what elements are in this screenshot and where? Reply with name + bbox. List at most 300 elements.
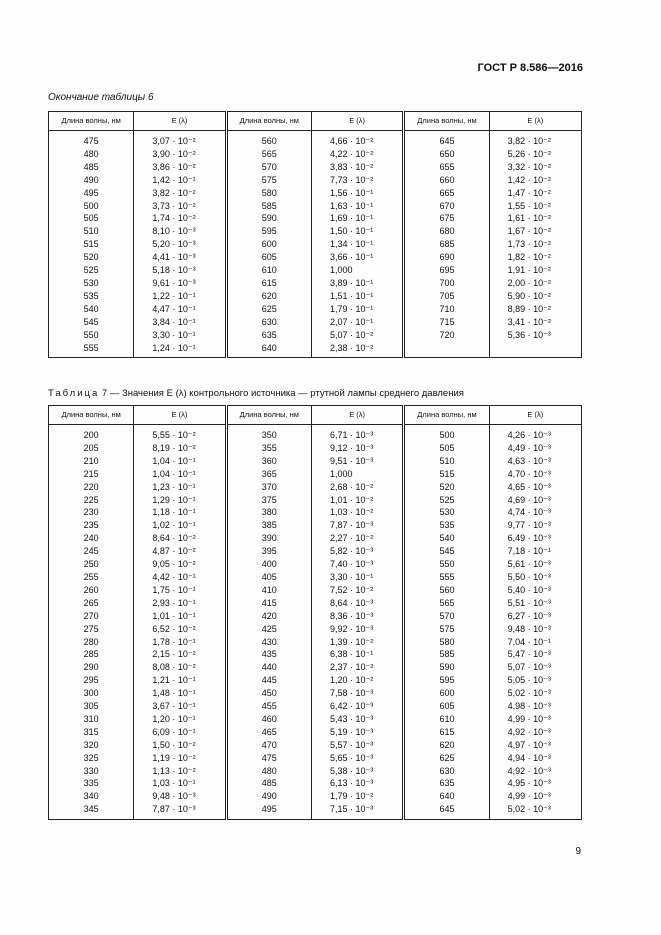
table-row xyxy=(49,131,582,148)
column-header-wavelength: Длина волны, нм xyxy=(49,406,134,425)
wavelength-cell: 540 xyxy=(49,303,134,316)
wavelength-cell: 585 xyxy=(226,200,311,213)
e-lambda-value: 4,99 · 10⁻³ xyxy=(507,791,551,802)
e-lambda-cell xyxy=(134,174,226,187)
e-lambda-value: 3,67 · 10⁻¹ xyxy=(152,701,196,712)
e-lambda-value: 6,42 · 10⁻³ xyxy=(329,701,374,712)
e-lambda-value: 4,95 · 10⁻³ xyxy=(507,778,551,789)
table-row xyxy=(49,425,582,442)
wavelength-cell: 380 xyxy=(226,506,311,519)
e-lambda-value: 1,22 · 10⁻¹ xyxy=(152,290,196,301)
wavelength-cell: 575 xyxy=(226,174,311,187)
wavelength-cell: 330 xyxy=(49,765,134,778)
e-lambda-cell xyxy=(489,674,581,687)
e-lambda-cell xyxy=(134,623,226,636)
e-lambda-value: 1,75 · 10⁻¹ xyxy=(152,584,196,595)
e-lambda-cell xyxy=(311,442,403,455)
e-lambda-cell xyxy=(134,636,226,649)
e-lambda-value: 1,61 · 10⁻² xyxy=(507,213,551,224)
e-lambda-value: 9,48 · 10⁻³ xyxy=(152,791,196,802)
wavelength-cell: 405 xyxy=(226,571,311,584)
e-lambda-cell xyxy=(134,571,226,584)
e-lambda-value: 3,90 · 10⁻² xyxy=(152,148,196,159)
e-lambda-cell xyxy=(489,532,581,545)
e-lambda-value: 2,68 · 10⁻² xyxy=(329,481,374,492)
table-row xyxy=(49,558,582,571)
wavelength-cell: 680 xyxy=(404,225,489,238)
e-lambda-cell xyxy=(489,494,581,507)
e-lambda-cell xyxy=(489,623,581,636)
e-lambda-value: 7,87 · 10⁻³ xyxy=(329,520,374,531)
table-row xyxy=(49,545,582,558)
wavelength-cell: 520 xyxy=(404,481,489,494)
e-lambda-value: 1,03 · 10⁻¹ xyxy=(152,778,196,789)
e-lambda-cell xyxy=(311,200,403,213)
e-lambda-cell xyxy=(134,187,226,200)
wavelength-cell: 555 xyxy=(404,571,489,584)
wavelength-cell: 260 xyxy=(49,584,134,597)
wavelength-cell: 335 xyxy=(49,777,134,790)
table-row xyxy=(49,316,582,329)
e-lambda-value: 1,21 · 10⁻¹ xyxy=(152,675,196,686)
e-lambda-value: 8,89 · 10⁻² xyxy=(507,303,551,314)
wavelength-cell: 275 xyxy=(49,623,134,636)
e-lambda-value: 1,42 · 10⁻² xyxy=(507,174,551,185)
wavelength-cell: 340 xyxy=(49,790,134,803)
table-row xyxy=(49,442,582,455)
wavelength-cell: 525 xyxy=(49,264,134,277)
table-row xyxy=(49,494,582,507)
table-row xyxy=(49,752,582,765)
e-lambda-value: 3,41 · 10⁻² xyxy=(507,316,551,327)
wavelength-cell: 355 xyxy=(226,442,311,455)
wavelength-cell: 530 xyxy=(49,277,134,290)
e-lambda-cell xyxy=(489,238,581,251)
e-lambda-value: 1,04 · 10⁻¹ xyxy=(152,455,196,466)
table-row xyxy=(49,636,582,649)
column-header-wavelength: Длина волны, нм xyxy=(404,112,489,131)
wavelength-cell: 300 xyxy=(49,687,134,700)
e-lambda-value: 3,86 · 10⁻² xyxy=(152,161,196,172)
e-lambda-cell xyxy=(311,264,403,277)
document-id: ГОСТ Р 8.586—2016 xyxy=(477,62,583,74)
wavelength-cell: 410 xyxy=(226,584,311,597)
e-lambda-value: 1,000 xyxy=(329,468,353,479)
wavelength-cell: 220 xyxy=(49,481,134,494)
table-row xyxy=(49,713,582,726)
e-lambda-cell xyxy=(489,316,581,329)
e-lambda-cell xyxy=(489,425,581,442)
e-lambda-cell xyxy=(489,661,581,674)
e-lambda-cell xyxy=(489,264,581,277)
wavelength-cell: 705 xyxy=(404,290,489,303)
e-lambda-value: 3,84 · 10⁻¹ xyxy=(152,316,196,327)
e-lambda-value: 8,64 · 10⁻² xyxy=(152,533,196,544)
table-row xyxy=(49,251,582,264)
wavelength-cell: 255 xyxy=(49,571,134,584)
e-lambda-cell xyxy=(134,803,226,819)
wavelength-cell: 530 xyxy=(404,506,489,519)
e-lambda-value: 7,52 · 10⁻² xyxy=(329,584,374,595)
e-lambda-cell xyxy=(311,174,403,187)
e-lambda-value: 3,66 · 10⁻¹ xyxy=(329,252,374,263)
wavelength-cell: 370 xyxy=(226,481,311,494)
wavelength-cell: 480 xyxy=(226,765,311,778)
e-lambda-cell xyxy=(311,532,403,545)
e-lambda-cell xyxy=(134,558,226,571)
e-lambda-value: 1,02 · 10⁻¹ xyxy=(152,520,196,531)
column-header-e-lambda: E (λ) xyxy=(134,112,226,131)
e-lambda-value: 7,87 · 10⁻³ xyxy=(152,804,196,815)
wavelength-cell: 600 xyxy=(404,687,489,700)
wavelength-cell: 400 xyxy=(226,558,311,571)
e-lambda-value: 5,19 · 10⁻³ xyxy=(329,726,374,737)
column-header-e-lambda: E (λ) xyxy=(489,406,581,425)
e-lambda-value: 9,51 · 10⁻³ xyxy=(329,455,374,466)
e-lambda-value: 5,55 · 10⁻² xyxy=(152,430,196,440)
e-lambda-cell xyxy=(489,790,581,803)
e-lambda-value: 4,47 · 10⁻¹ xyxy=(152,303,196,314)
e-lambda-cell xyxy=(489,610,581,623)
table-row xyxy=(49,661,582,674)
table-7 xyxy=(48,405,582,820)
wavelength-cell: 610 xyxy=(404,713,489,726)
e-lambda-value: 4,74 · 10⁻³ xyxy=(507,507,551,518)
e-lambda-value: 5,40 · 10⁻³ xyxy=(507,584,551,595)
table-body xyxy=(49,425,582,820)
e-lambda-cell xyxy=(311,700,403,713)
table-row xyxy=(49,790,582,803)
e-lambda-value: 1,000 xyxy=(329,265,353,276)
wavelength-cell: 675 xyxy=(404,212,489,225)
e-lambda-value: 1,69 · 10⁻¹ xyxy=(329,213,374,224)
table-row xyxy=(49,264,582,277)
e-lambda-cell xyxy=(134,777,226,790)
e-lambda-cell xyxy=(134,584,226,597)
wavelength-cell: 520 xyxy=(49,251,134,264)
table-row xyxy=(49,584,582,597)
e-lambda-cell xyxy=(134,739,226,752)
e-lambda-value: 2,00 · 10⁻² xyxy=(507,277,551,288)
wavelength-cell: 295 xyxy=(49,674,134,687)
wavelength-cell: 605 xyxy=(226,251,311,264)
e-lambda-value: 1,67 · 10⁻² xyxy=(507,226,551,237)
e-lambda-value: 4,87 · 10⁻² xyxy=(152,546,196,557)
wavelength-cell: 700 xyxy=(404,277,489,290)
column-header-e-lambda: E (λ) xyxy=(489,112,581,131)
wavelength-cell: 240 xyxy=(49,532,134,545)
e-lambda-cell xyxy=(134,532,226,545)
e-lambda-cell xyxy=(311,726,403,739)
e-lambda-cell xyxy=(311,739,403,752)
e-lambda-value: 7,18 · 10⁻¹ xyxy=(507,546,551,557)
table-row xyxy=(49,225,582,238)
e-lambda-value: 5,36 · 10⁻³ xyxy=(507,329,551,340)
e-lambda-cell xyxy=(489,303,581,316)
table-row xyxy=(49,342,582,358)
e-lambda-cell xyxy=(311,648,403,661)
wavelength-cell: 485 xyxy=(49,161,134,174)
e-lambda-cell xyxy=(134,700,226,713)
e-lambda-cell xyxy=(489,455,581,468)
e-lambda-value: 4,65 · 10⁻³ xyxy=(507,481,551,492)
table-row xyxy=(49,277,582,290)
wavelength-cell: 385 xyxy=(226,519,311,532)
wavelength-cell: 545 xyxy=(404,545,489,558)
e-lambda-value: 5,02 · 10⁻³ xyxy=(507,804,551,815)
e-lambda-value: 9,61 · 10⁻³ xyxy=(152,277,196,288)
e-lambda-cell xyxy=(134,674,226,687)
e-lambda-cell xyxy=(311,636,403,649)
table-row xyxy=(49,238,582,251)
e-lambda-cell xyxy=(489,148,581,161)
e-lambda-cell xyxy=(489,636,581,649)
e-lambda-cell xyxy=(489,803,581,819)
e-lambda-value: 4,69 · 10⁻³ xyxy=(507,494,551,505)
e-lambda-cell xyxy=(489,739,581,752)
e-lambda-cell xyxy=(311,187,403,200)
e-lambda-cell xyxy=(489,571,581,584)
e-lambda-value: 5,18 · 10⁻³ xyxy=(152,265,196,276)
e-lambda-value: 8,10 · 10⁻³ xyxy=(152,226,196,237)
wavelength-cell: 510 xyxy=(49,225,134,238)
e-lambda-cell xyxy=(311,777,403,790)
e-lambda-cell xyxy=(134,765,226,778)
wavelength-cell: 225 xyxy=(49,494,134,507)
e-lambda-value: 5,26 · 10⁻² xyxy=(507,148,551,159)
e-lambda-cell xyxy=(134,790,226,803)
e-lambda-value: 1,19 · 10⁻² xyxy=(152,752,196,763)
e-lambda-value: 1,01 · 10⁻² xyxy=(329,494,374,505)
e-lambda-cell xyxy=(489,251,581,264)
e-lambda-cell xyxy=(311,584,403,597)
e-lambda-value: 1,20 · 10⁻¹ xyxy=(152,713,196,724)
column-header-wavelength: Длина волны, нм xyxy=(226,406,311,425)
e-lambda-value: 4,26 · 10⁻³ xyxy=(507,430,551,440)
table7-caption-label: Таблица xyxy=(48,388,100,399)
column-header-wavelength: Длина волны, нм xyxy=(226,112,311,131)
wavelength-cell: 390 xyxy=(226,532,311,545)
e-lambda-value: 6,13 · 10⁻³ xyxy=(329,778,374,789)
e-lambda-cell xyxy=(311,571,403,584)
wavelength-cell: 345 xyxy=(49,803,134,819)
e-lambda-cell xyxy=(134,277,226,290)
e-lambda-value: 3,73 · 10⁻² xyxy=(152,200,196,211)
wavelength-cell: 480 xyxy=(49,148,134,161)
e-lambda-cell xyxy=(311,316,403,329)
e-lambda-value: 1,23 · 10⁻¹ xyxy=(152,481,196,492)
e-lambda-value: 1,20 · 10⁻² xyxy=(329,675,374,686)
e-lambda-value: 8,64 · 10⁻³ xyxy=(329,597,374,608)
wavelength-cell: 565 xyxy=(226,148,311,161)
e-lambda-value: 1,82 · 10⁻² xyxy=(507,252,551,263)
e-lambda-cell xyxy=(134,161,226,174)
wavelength-cell: 250 xyxy=(49,558,134,571)
table-row xyxy=(49,212,582,225)
wavelength-cell: 635 xyxy=(404,777,489,790)
table-row xyxy=(49,329,582,342)
column-header-e-lambda: E (λ) xyxy=(311,406,403,425)
e-lambda-cell xyxy=(489,545,581,558)
e-lambda-value: 3,83 · 10⁻² xyxy=(329,161,374,172)
e-lambda-cell xyxy=(311,687,403,700)
e-lambda-value: 1,48 · 10⁻¹ xyxy=(152,688,196,699)
e-lambda-value: 5,50 · 10⁻³ xyxy=(507,571,551,582)
e-lambda-value: 1,78 · 10⁻¹ xyxy=(152,636,196,647)
e-lambda-value: 5,38 · 10⁻³ xyxy=(329,765,374,776)
wavelength-cell: 305 xyxy=(49,700,134,713)
wavelength-cell: 630 xyxy=(404,765,489,778)
e-lambda-cell xyxy=(311,238,403,251)
wavelength-cell: 245 xyxy=(49,545,134,558)
wavelength-cell: 620 xyxy=(226,290,311,303)
e-lambda-value: 2,37 · 10⁻² xyxy=(329,662,374,673)
e-lambda-value: 6,27 · 10⁻³ xyxy=(507,610,551,621)
wavelength-cell: 550 xyxy=(404,558,489,571)
e-lambda-value: 5,61 · 10⁻³ xyxy=(507,559,551,570)
e-lambda-cell xyxy=(311,131,403,148)
wavelength-cell: 600 xyxy=(226,238,311,251)
e-lambda-cell xyxy=(311,425,403,442)
e-lambda-cell xyxy=(489,752,581,765)
e-lambda-value: 5,47 · 10⁻³ xyxy=(507,649,551,660)
wavelength-cell: 375 xyxy=(226,494,311,507)
e-lambda-value: 7,15 · 10⁻³ xyxy=(329,804,374,815)
e-lambda-value: 1,51 · 10⁻¹ xyxy=(329,290,374,301)
e-lambda-cell xyxy=(311,506,403,519)
e-lambda-cell xyxy=(311,623,403,636)
e-lambda-value: 1,34 · 10⁻¹ xyxy=(329,239,374,250)
wavelength-cell: 430 xyxy=(226,636,311,649)
e-lambda-cell xyxy=(134,225,226,238)
wavelength-cell: 470 xyxy=(226,739,311,752)
table-row xyxy=(49,200,582,213)
wavelength-cell: 525 xyxy=(404,494,489,507)
wavelength-cell: 475 xyxy=(49,131,134,148)
wavelength-cell: 635 xyxy=(226,329,311,342)
e-lambda-cell xyxy=(134,442,226,455)
wavelength-cell: 670 xyxy=(404,200,489,213)
e-lambda-value: 3,82 · 10⁻² xyxy=(507,136,551,146)
table-header-row xyxy=(49,406,582,425)
wavelength-cell: 440 xyxy=(226,661,311,674)
table-row xyxy=(49,610,582,623)
wavelength-cell: 645 xyxy=(404,803,489,819)
e-lambda-value: 7,58 · 10⁻³ xyxy=(329,688,374,699)
wavelength-cell: 555 xyxy=(49,342,134,358)
e-lambda-cell xyxy=(311,342,403,358)
wavelength-cell: 485 xyxy=(226,777,311,790)
e-lambda-cell xyxy=(489,161,581,174)
table-row xyxy=(49,455,582,468)
wavelength-cell: 640 xyxy=(404,790,489,803)
e-lambda-cell xyxy=(489,584,581,597)
e-lambda-value: 5,07 · 10⁻³ xyxy=(507,662,551,673)
e-lambda-cell xyxy=(134,303,226,316)
e-lambda-cell xyxy=(311,661,403,674)
e-lambda-value: 6,38 · 10⁻¹ xyxy=(329,649,374,660)
table-row xyxy=(49,303,582,316)
e-lambda-value: 5,05 · 10⁻³ xyxy=(507,675,551,686)
e-lambda-cell xyxy=(311,290,403,303)
wavelength-cell: 620 xyxy=(404,739,489,752)
table-row xyxy=(49,481,582,494)
e-lambda-value: 3,82 · 10⁻² xyxy=(152,187,196,198)
e-lambda-cell xyxy=(311,303,403,316)
column-header-e-lambda: E (λ) xyxy=(134,406,226,425)
e-lambda-cell xyxy=(489,342,581,358)
e-lambda-cell xyxy=(134,648,226,661)
e-lambda-value: 2,15 · 10⁻² xyxy=(152,649,196,660)
table-row xyxy=(49,765,582,778)
wavelength-cell: 560 xyxy=(404,584,489,597)
e-lambda-value: 5,57 · 10⁻³ xyxy=(329,739,374,750)
wavelength-cell: 500 xyxy=(49,200,134,213)
table-row xyxy=(49,674,582,687)
e-lambda-value: 2,27 · 10⁻² xyxy=(329,533,374,544)
table-row xyxy=(49,519,582,532)
e-lambda-value: 1,63 · 10⁻¹ xyxy=(329,200,374,211)
wavelength-cell: 230 xyxy=(49,506,134,519)
wavelength-cell: 500 xyxy=(404,425,489,442)
table-row xyxy=(49,148,582,161)
wavelength-cell: 515 xyxy=(49,238,134,251)
e-lambda-cell xyxy=(311,765,403,778)
e-lambda-cell xyxy=(134,264,226,277)
wavelength-cell: 510 xyxy=(404,455,489,468)
e-lambda-cell xyxy=(311,790,403,803)
table-row xyxy=(49,726,582,739)
e-lambda-cell xyxy=(134,726,226,739)
e-lambda-value: 1,74 · 10⁻² xyxy=(152,213,196,224)
table7-caption xyxy=(48,388,464,399)
e-lambda-cell xyxy=(311,225,403,238)
e-lambda-cell xyxy=(489,687,581,700)
wavelength-cell: 435 xyxy=(226,648,311,661)
wavelength-cell: 315 xyxy=(49,726,134,739)
e-lambda-value: 4,70 · 10⁻³ xyxy=(507,468,551,479)
wavelength-cell: 655 xyxy=(404,161,489,174)
e-lambda-cell xyxy=(489,225,581,238)
wavelength-cell: 715 xyxy=(404,316,489,329)
e-lambda-cell xyxy=(311,610,403,623)
table-row xyxy=(49,468,582,481)
e-lambda-value: 3,30 · 10⁻¹ xyxy=(329,571,374,582)
table-row xyxy=(49,687,582,700)
wavelength-cell: 580 xyxy=(404,636,489,649)
e-lambda-cell xyxy=(489,700,581,713)
e-lambda-value: 4,63 · 10⁻³ xyxy=(507,455,551,466)
e-lambda-value: 4,94 · 10⁻³ xyxy=(507,752,551,763)
e-lambda-cell xyxy=(489,442,581,455)
wavelength-cell: 615 xyxy=(404,726,489,739)
e-lambda-cell xyxy=(489,519,581,532)
wavelength-cell: 505 xyxy=(404,442,489,455)
table7-caption-text: — Значения E (λ) контрольного источника — ртутной лампы среднего давления xyxy=(107,388,464,399)
e-lambda-value: 7,40 · 10⁻³ xyxy=(329,559,374,570)
e-lambda-cell xyxy=(311,251,403,264)
wavelength-cell: 475 xyxy=(226,752,311,765)
e-lambda-cell xyxy=(311,161,403,174)
wavelength-cell: 310 xyxy=(49,713,134,726)
e-lambda-cell xyxy=(489,597,581,610)
e-lambda-value: 1,56 · 10⁻¹ xyxy=(329,187,374,198)
e-lambda-cell xyxy=(134,425,226,442)
wavelength-cell: 565 xyxy=(404,597,489,610)
e-lambda-value: 2,07 · 10⁻¹ xyxy=(329,316,374,327)
wavelength-cell: 710 xyxy=(404,303,489,316)
e-lambda-value: 4,22 · 10⁻² xyxy=(329,148,374,159)
